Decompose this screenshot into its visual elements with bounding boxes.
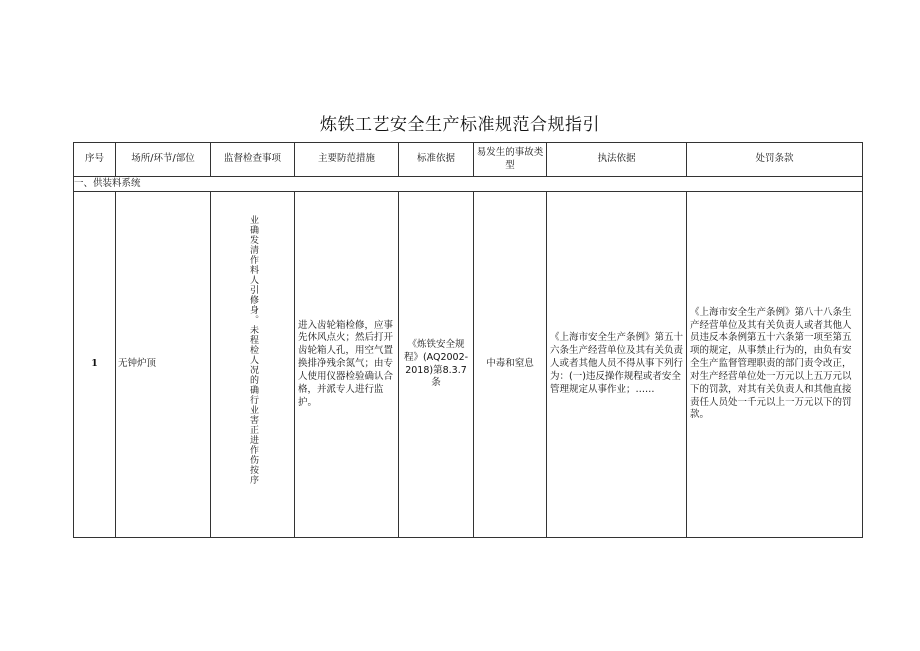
- inspection-text: 业确发清作料人引修身。未程检人况的确行业害正进作伤按序: [248, 214, 258, 485]
- cell-standard: 《炼铁安全规程》(AQ2002-2018)第8.3.7条: [399, 192, 474, 538]
- section-row: [74, 177, 863, 192]
- header-standard: 标准依据: [399, 143, 474, 177]
- cell-index: 1: [74, 192, 116, 538]
- header-location: 场所/环节/部位: [116, 143, 211, 177]
- table-row: [74, 192, 863, 538]
- compliance-table: [73, 142, 863, 538]
- page-title: 炼铁工艺安全生产标准规范合规指引: [320, 115, 600, 135]
- cell-location: 无钟炉顶: [116, 192, 211, 538]
- cell-inspection: [211, 192, 295, 538]
- header-penalty: 处罚条款: [687, 143, 863, 177]
- header-row: [74, 143, 863, 177]
- header-legal-basis: 执法依据: [547, 143, 687, 177]
- header-inspection: 监督检查事项: [211, 143, 295, 177]
- header-accident-type: 易发生的事故类型: [474, 143, 547, 177]
- section-title: 一、供装料系统: [74, 177, 863, 192]
- header-measures: 主要防范措施: [295, 143, 399, 177]
- cell-penalty: 《上海市安全生产条例》第八十八条生产经营单位及其有关负责人或者其他人员违反本条例第五十六条第一项至第五项的规定，从事禁止行为的，由负有安全生产监督管理职责的部门责令改正，对生产经营单位处一万元以上五万元以下的罚款，对其有关负责人和其他直接责任人员处一千元以上一万元以下的罚款。: [687, 192, 863, 538]
- cell-measures: 进入齿轮箱检修，应事先休风点火；然后打开齿轮箱人孔，用空气置换排净残余氮气；由专人使用仪器检验确认合格，并派专人进行监护。: [295, 192, 399, 538]
- cell-legal-basis: 《上海市安全生产条例》第五十六条生产经营单位及其有关负责人或者其他人员不得从事下列行为：(一)违反操作规程或者安全管理规定从事作业；……: [547, 192, 687, 538]
- header-index: 序号: [74, 143, 116, 177]
- cell-accident-type: 中毒和窒息: [474, 192, 547, 538]
